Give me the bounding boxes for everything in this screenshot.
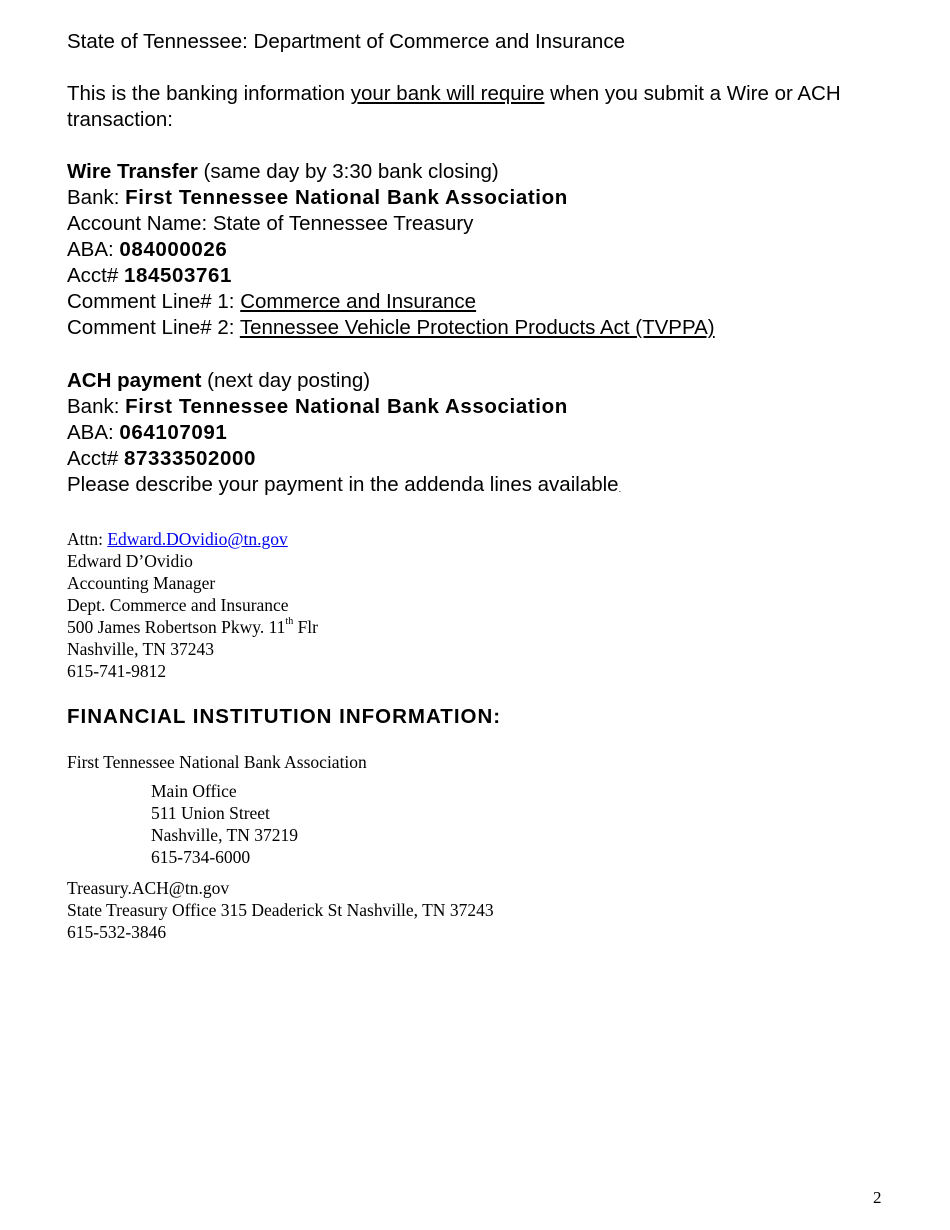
ach-payment-section	[67, 368, 621, 502]
treasury-phone: 615-532-3846	[67, 922, 167, 942]
wire-comment1-label: Comment Line# 1:	[67, 290, 241, 313]
ach-instructions-line	[67, 472, 621, 502]
page-number: 2	[873, 1188, 882, 1207]
wire-heading-note: (same day by 3:30 bank closing)	[197, 160, 499, 183]
treasury-office: State Treasury Office 315 Deaderick St Nashville, TN 37243	[67, 900, 494, 920]
main-office-phone: 615-734-6000	[151, 847, 251, 867]
contact-name: Edward D’Ovidio	[67, 551, 193, 571]
wire-bank-name: First Tennessee National Bank Association	[125, 186, 568, 209]
financial-institution-heading: FINANCIAL INSTITUTION INFORMATION:	[67, 705, 502, 728]
wire-bank-label: Bank:	[67, 186, 126, 209]
contact-phone: 615-741-9812	[67, 661, 167, 681]
wire-comment2-label: Comment Line# 2:	[67, 316, 240, 339]
contact-title: Accounting Manager	[67, 573, 216, 593]
ach-bank-label: Bank:	[67, 395, 126, 418]
ach-acct-line	[67, 446, 621, 472]
wire-acct-line	[67, 263, 715, 289]
wire-acct-number: 184503761	[123, 264, 232, 287]
wire-acct-label: Acct#	[67, 264, 124, 287]
intro-paragraph	[67, 81, 867, 133]
attn-label: Attn:	[67, 529, 108, 549]
contact-email-link[interactable]: Edward.DOvidio@tn.gov	[107, 529, 288, 549]
wire-account-name-line	[67, 211, 715, 237]
ach-heading-note: (next day posting)	[201, 369, 371, 392]
ach-bank-name: First Tennessee National Bank Association	[125, 395, 568, 418]
contact-address-suffix: th	[285, 616, 294, 628]
page-title: State of Tennessee: Department of Commerce and Insurance	[67, 30, 625, 53]
wire-comment1-line	[67, 289, 715, 315]
ach-acct-number: 87333502000	[123, 447, 256, 470]
intro-text-end: when you submit a Wire or ACH transaction:	[67, 82, 841, 131]
contact-address-floor: Flr	[293, 617, 319, 637]
ach-instructions-end: .	[618, 484, 622, 494]
contact-dept: Dept. Commerce and Insurance	[67, 595, 289, 615]
wire-aba-number: 084000026	[119, 238, 228, 261]
main-office-address	[151, 780, 298, 868]
wire-heading: Wire Transfer	[67, 160, 198, 183]
wire-aba-line	[67, 237, 715, 263]
intro-text-start: This is the banking information	[67, 82, 351, 105]
header	[67, 29, 625, 55]
ach-heading: ACH payment	[67, 369, 202, 392]
contact-address	[67, 616, 318, 638]
main-office-city: Nashville, TN 37219	[151, 825, 298, 845]
ach-aba-label: ABA:	[67, 421, 120, 444]
wire-comment2-line	[67, 315, 715, 341]
wire-account-name: State of Tennessee Treasury	[212, 212, 474, 235]
intro-underlined-text: your bank will require	[350, 82, 545, 105]
wire-account-name-label: Account Name:	[67, 212, 213, 235]
attn-line	[67, 528, 318, 550]
ach-instructions: Please describe your payment in the addenda lines available	[67, 473, 619, 496]
contact-section	[67, 528, 318, 682]
fi-bank-name: First Tennessee National Bank Association	[67, 752, 367, 772]
wire-comment1-value: Commerce and Insurance	[240, 290, 477, 313]
main-office-street: 511 Union Street	[151, 803, 270, 823]
contact-city: Nashville, TN 37243	[67, 639, 214, 659]
main-office-label: Main Office	[151, 781, 237, 801]
ach-acct-label: Acct#	[67, 447, 124, 470]
wire-heading-line	[67, 159, 715, 185]
contact-address-main: 500 James Robertson Pkwy. 11	[67, 617, 286, 637]
wire-comment2-value: Tennessee Vehicle Protection Products Act (TVPPA)	[239, 316, 715, 339]
treasury-email: Treasury.ACH@tn.gov	[67, 878, 230, 898]
ach-bank-line	[67, 394, 621, 420]
wire-aba-label: ABA:	[67, 238, 120, 261]
wire-bank-line	[67, 185, 715, 211]
wire-transfer-section	[67, 159, 715, 341]
ach-heading-line	[67, 368, 621, 394]
ach-aba-number: 064107091	[119, 421, 228, 444]
ach-aba-line	[67, 420, 621, 446]
treasury-section	[67, 877, 494, 943]
